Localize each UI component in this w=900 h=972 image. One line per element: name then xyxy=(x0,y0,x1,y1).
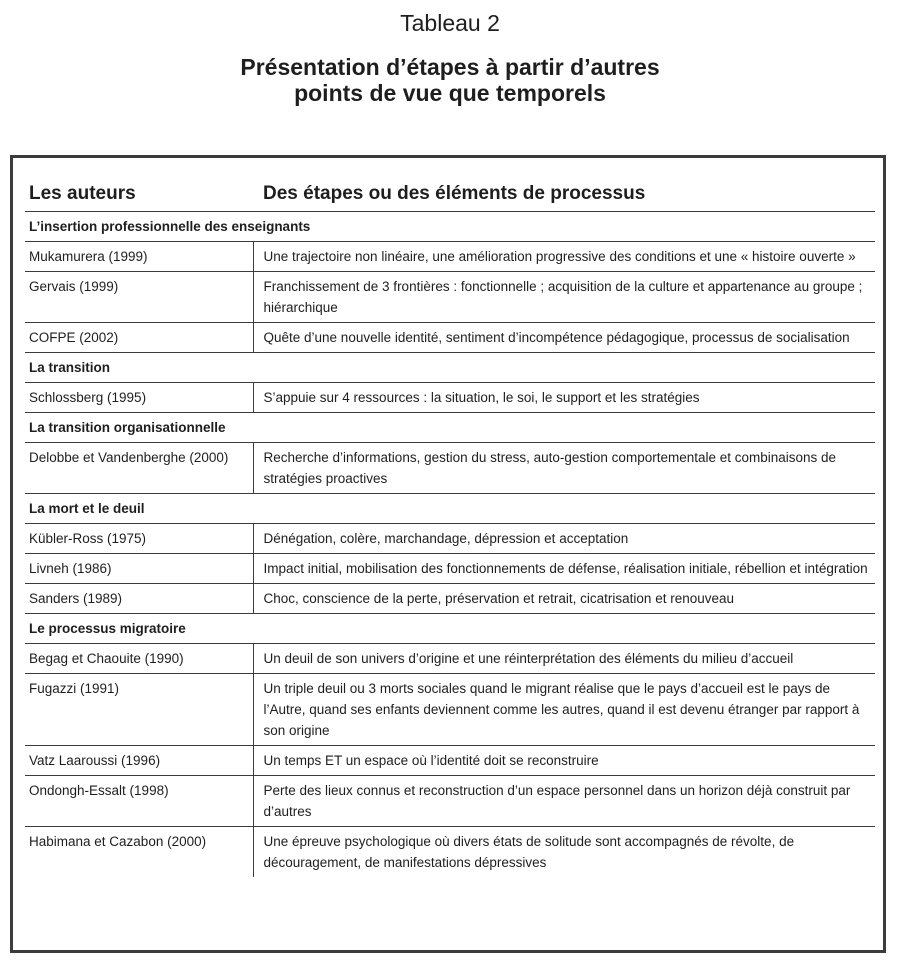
table-body xyxy=(25,212,875,878)
table-frame xyxy=(10,155,886,953)
description-cell: Quête d’une nouvelle identité, sentiment d’incompétence pédagogique, processus de socialisation xyxy=(253,323,875,353)
section-title: Le processus migratoire xyxy=(25,614,875,644)
table-row xyxy=(25,644,875,674)
description-cell: Impact initial, mobilisation des fonctionnements de défense, réalisation initiale, rébellion et intégration xyxy=(253,554,875,584)
section-row xyxy=(25,212,875,242)
table-row xyxy=(25,674,875,746)
table-title xyxy=(0,54,900,106)
table-row xyxy=(25,776,875,827)
author-cell: Schlossberg (1995) xyxy=(25,383,253,413)
author-cell: Begag et Chaouite (1990) xyxy=(25,644,253,674)
section-row xyxy=(25,494,875,524)
description-cell: Choc, conscience de la perte, préservation et retrait, cicatrisation et renouveau xyxy=(253,584,875,614)
section-row xyxy=(25,413,875,443)
table-row xyxy=(25,746,875,776)
author-cell: Vatz Laaroussi (1996) xyxy=(25,746,253,776)
table-row xyxy=(25,272,875,323)
description-cell: Recherche d’informations, gestion du stress, auto-gestion comportementale et combinaisons de stratégies proactives xyxy=(253,443,875,494)
table-row xyxy=(25,524,875,554)
author-cell: Fugazzi (1991) xyxy=(25,674,253,746)
description-cell: Un temps ET un espace où l’identité doit se reconstruire xyxy=(253,746,875,776)
column-header-authors: Les auteurs xyxy=(25,167,253,212)
description-cell: Une trajectoire non linéaire, une amélioration progressive des conditions et une « histoire ouverte » xyxy=(253,242,875,272)
author-cell: Delobbe et Vandenberghe (2000) xyxy=(25,443,253,494)
author-cell: COFPE (2002) xyxy=(25,323,253,353)
description-cell: Une épreuve psychologique où divers états de solitude sont accompagnés de révolte, de découragement, de manifestations dépressives xyxy=(263,834,795,870)
description-cell: S’appuie sur 4 ressources : la situation, le soi, le support et les stratégies xyxy=(253,383,875,413)
author-cell: Mukamurera (1999) xyxy=(25,242,253,272)
description-cell: Perte des lieux connus et reconstruction d’un espace personnel dans un horizon déjà construit par d’autres xyxy=(253,776,875,827)
table-title-line-2: points de vue que temporels xyxy=(294,80,606,106)
table-row xyxy=(25,443,875,494)
description-cell: Franchissement de 3 frontières : fonctionnelle ; acquisition de la culture et appartenance au groupe ; hiérarchique xyxy=(253,272,875,323)
author-cell: Kübler-Ross (1975) xyxy=(25,524,253,554)
description-cell: Dénégation, colère, marchandage, dépression et acceptation xyxy=(253,524,875,554)
description-cell: Un triple deuil ou 3 morts sociales quand le migrant réalise que le pays d’accueil est le pays de l’Autre, quand ses enfants deviennent comme les autres, quand il est devenu étranger par rapport à son origine xyxy=(253,674,875,746)
author-cell: Habimana et Cazabon (2000) xyxy=(25,827,253,878)
section-title: La mort et le deuil xyxy=(25,494,875,524)
section-title: L’insertion professionnelle des enseignants xyxy=(25,212,875,242)
section-title: La transition organisationnelle xyxy=(25,413,875,443)
table-row xyxy=(25,584,875,614)
table-title-line-1: Présentation d’étapes à partir d’autres xyxy=(240,54,660,80)
author-cell: Ondongh-Essalt (1998) xyxy=(25,776,253,827)
processus-table xyxy=(25,167,875,877)
author-cell: Gervais (1999) xyxy=(25,272,253,323)
table-row xyxy=(25,554,875,584)
section-row xyxy=(25,614,875,644)
table-row xyxy=(25,323,875,353)
description-cell: Un deuil de son univers d’origine et une réinterprétation des éléments du milieu d’accueil xyxy=(253,644,875,674)
table-header-row xyxy=(25,167,875,212)
column-header-stages: Des étapes ou des éléments de processus xyxy=(253,167,875,212)
table-row xyxy=(25,383,875,413)
section-row xyxy=(25,353,875,383)
author-cell: Sanders (1989) xyxy=(25,584,253,614)
author-cell: Livneh (1986) xyxy=(25,554,253,584)
table-row xyxy=(25,827,875,878)
table-label: Tableau 2 xyxy=(400,10,500,36)
section-title: La transition xyxy=(25,353,875,383)
table-row xyxy=(25,242,875,272)
